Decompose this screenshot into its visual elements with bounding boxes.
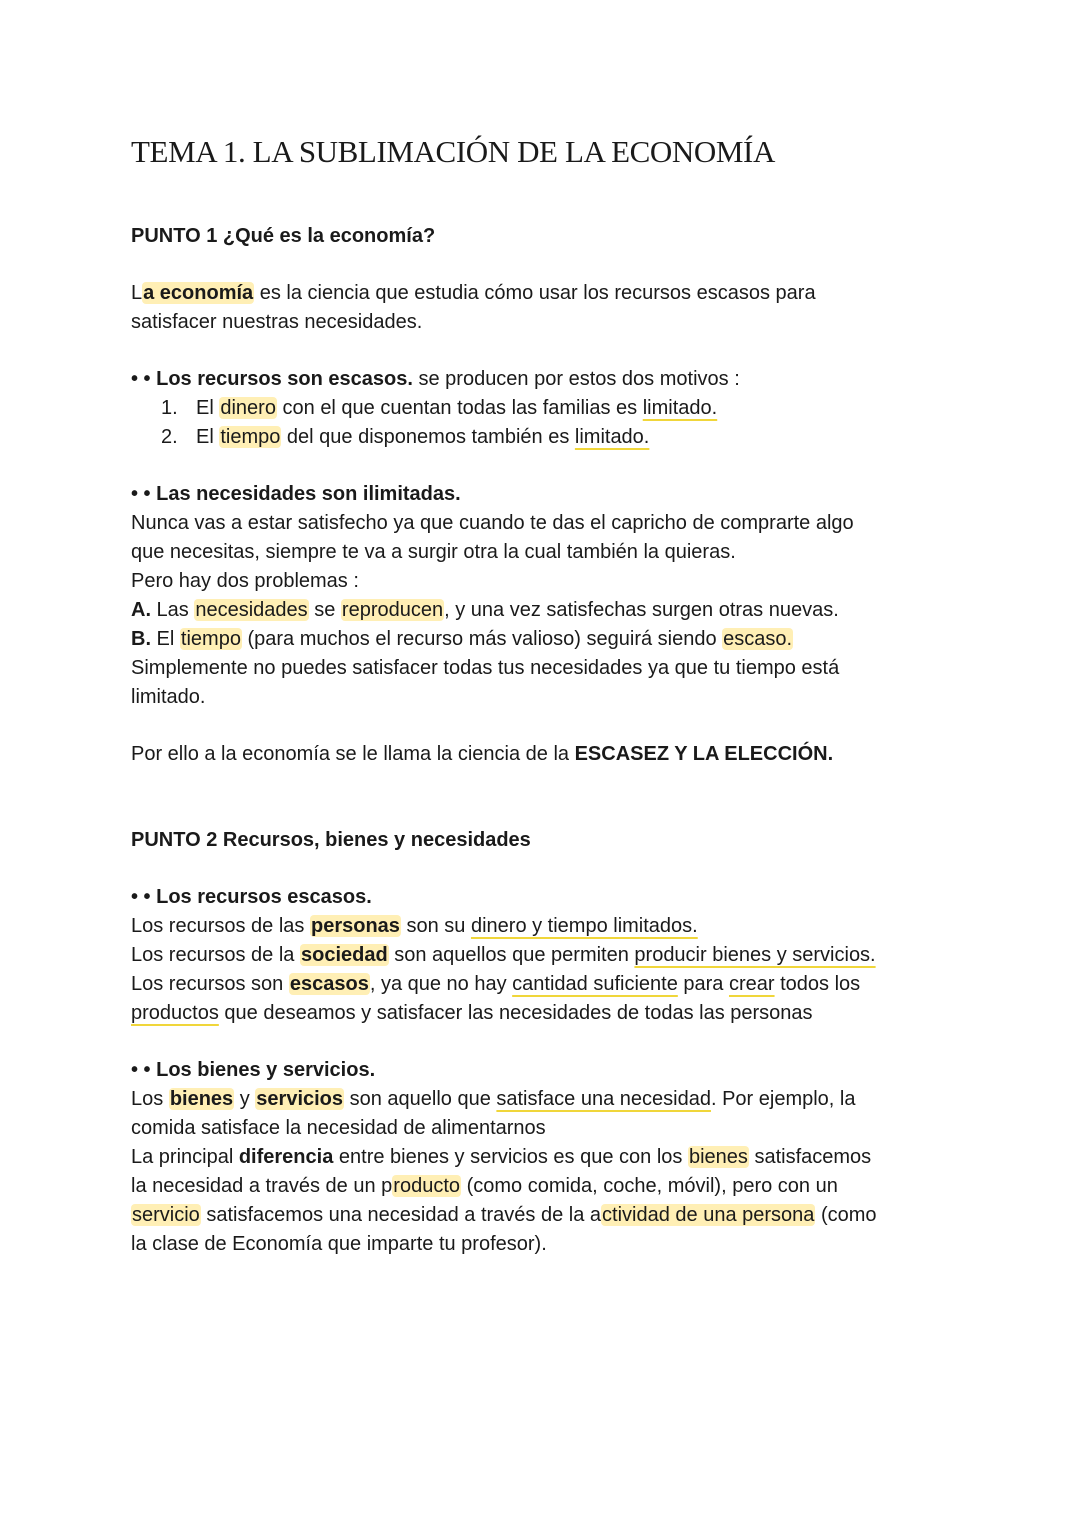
text-line: Los recursos son escasos, ya que no hay cantidad suficiente para crear todos los [131, 973, 861, 995]
text-line: Los recursos de la sociedad son aquellos que permiten producir bienes y servicios. [131, 944, 876, 966]
bullet-recursos: • • Los recursos escasos. [131, 886, 372, 908]
bullet-icon: • • [131, 1059, 157, 1081]
bullet-necesidades: • • Las necesidades son ilimitadas. [131, 483, 461, 505]
text-line: que necesitas, siempre te va a surgir otra la cual también la quieras. [131, 541, 736, 563]
text-line: comida satisface la necesidad de alimentarnos [131, 1117, 546, 1139]
text-line: Los recursos de las personas son su dinero y tiempo limitados. [131, 915, 698, 937]
section-2-heading: PUNTO 2 Recursos, bienes y necesidades [131, 829, 531, 851]
text-line: Nunca vas a estar satisfecho ya que cuando te das el capricho de comprarte algo [131, 512, 854, 534]
text-line: Los bienes y servicios son aquello que satisface una necesidad. Por ejemplo, la [131, 1088, 856, 1110]
text-line: la clase de Economía que imparte tu profesor). [131, 1233, 547, 1255]
paragraph-intro: La economía es la ciencia que estudia cómo usar los recursos escasos para [131, 282, 816, 304]
text-line: La principal diferencia entre bienes y servicios es que con los bienes satisfacemos [131, 1146, 872, 1168]
bullet-bienes: • • Los bienes y servicios. [131, 1059, 376, 1081]
list-item-1: 1. El dinero con el que cuentan todas las familias es limitado. [161, 397, 718, 419]
text-line: Pero hay dos problemas : [131, 570, 359, 592]
list-item-2: 2. El tiempo del que disponemos también es limitado. [161, 426, 650, 448]
section-1-heading: PUNTO 1 ¿Qué es la economía? [131, 225, 436, 247]
conclusion: Por ello a la economía se le llama la ciencia de la ESCASEZ Y LA ELECCIÓN. [131, 743, 834, 765]
text-line: la necesidad a través de un producto (como comida, coche, móvil), pero con un [131, 1175, 838, 1197]
bullet-icon: • • [131, 886, 157, 908]
text-line: Simplemente no puedes satisfacer todas tus necesidades ya que tu tiempo está [131, 657, 840, 679]
highlight-economia: a economía [143, 282, 254, 304]
bullet-icon: • • [131, 483, 157, 505]
text-line: productos que deseamos y satisfacer las necesidades de todas las personas [131, 1002, 813, 1024]
text-line: limitado. [131, 686, 206, 708]
document-title: TEMA 1. LA SUBLIMACIÓN DE LA ECONOMÍA [131, 134, 775, 169]
problem-a: A. Las necesidades se reproducen, y una vez satisfechas surgen otras nuevas. [131, 599, 839, 621]
bullet-recursos-escasos: • • Los recursos son escasos. se producen por estos dos motivos : [131, 368, 740, 390]
problem-b: B. El tiempo (para muchos el recurso más valioso) seguirá siendo escaso. [131, 628, 793, 650]
text-line: servicio satisfacemos una necesidad a través de la actividad de una persona (como [132, 1204, 877, 1226]
bullet-icon: • • [131, 368, 157, 390]
paragraph-intro-cont: satisfacer nuestras necesidades. [131, 311, 423, 333]
